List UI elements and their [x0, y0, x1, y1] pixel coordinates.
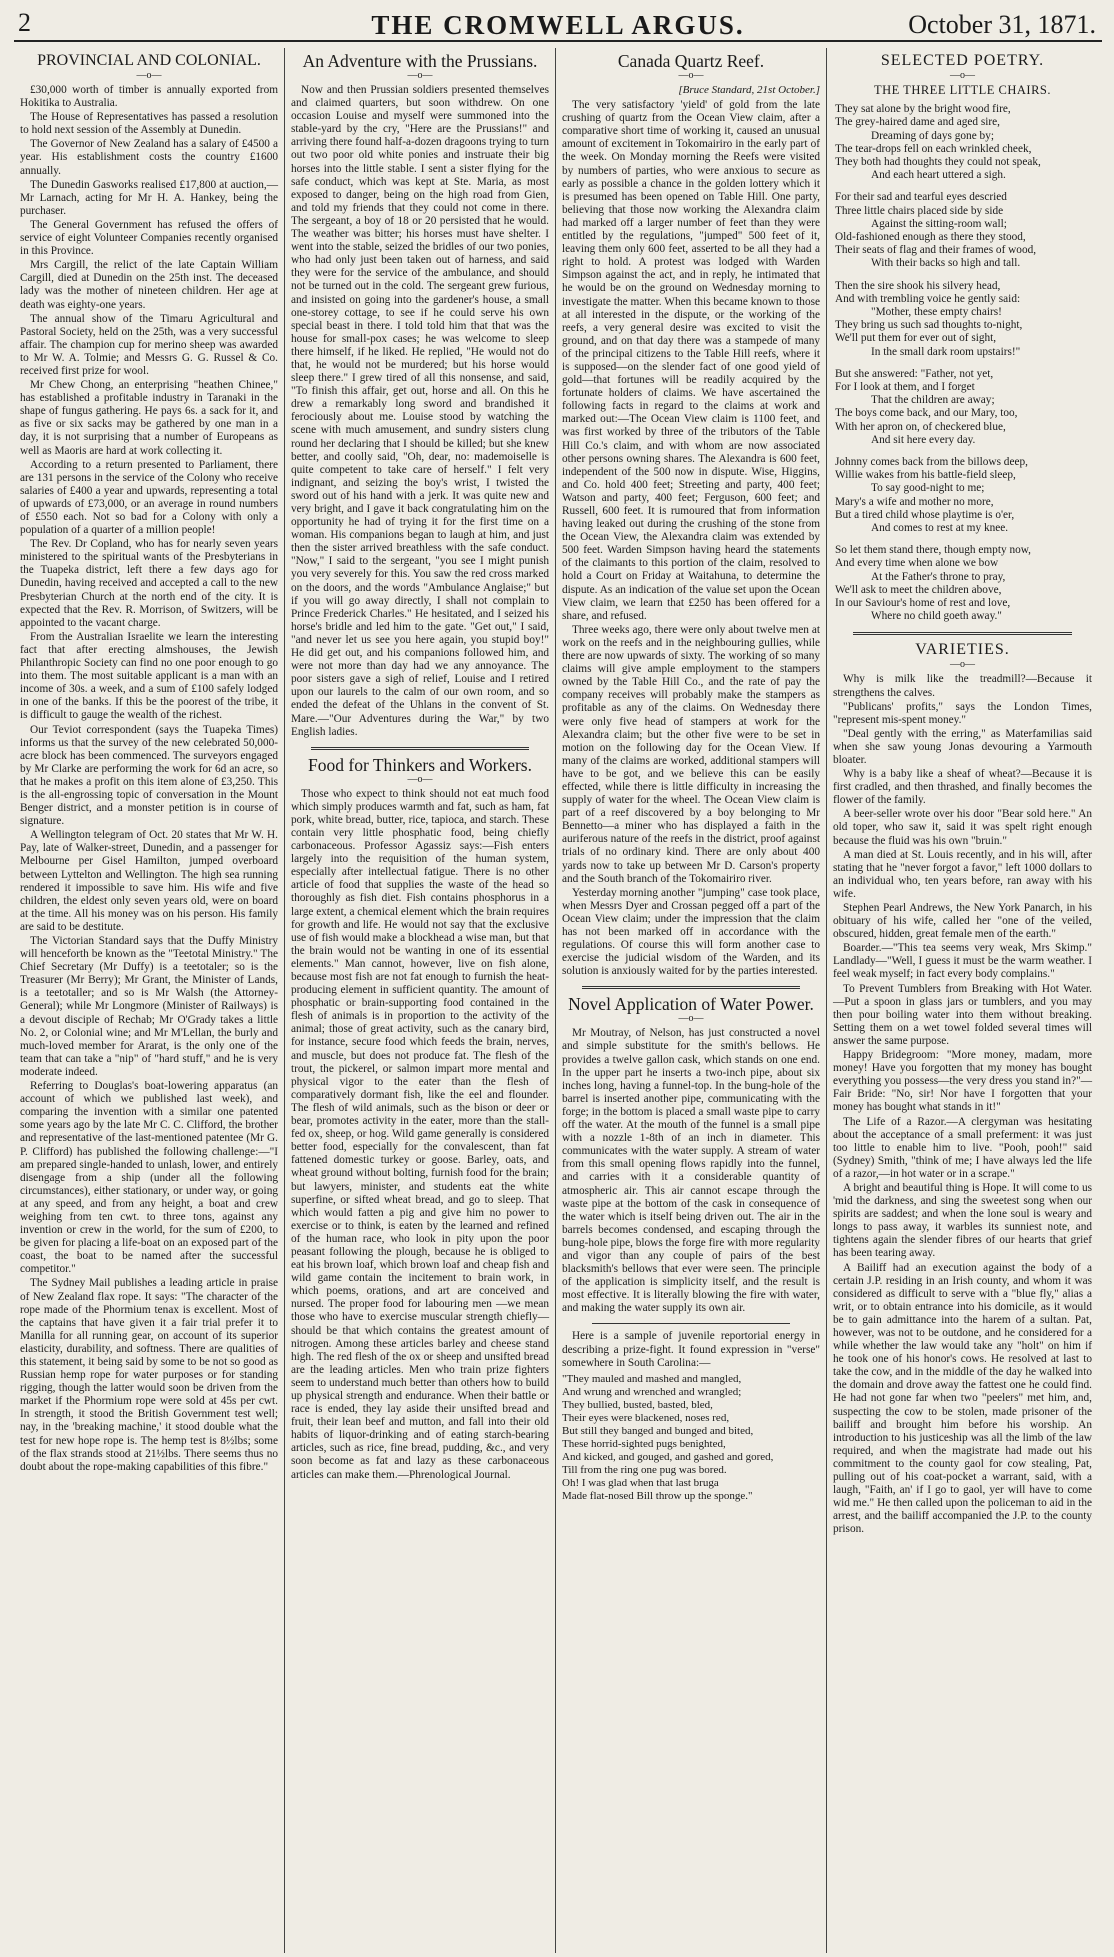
paragraph: A Bailiff had an execution against the body of a certain J.P. residing in an Irish county, and whom it was considered as difficult to serve with a "blue fly," alias a writ, or to obtain entrance into his domicile, as it would be to gain admittance into the harem of a sultan. Pat, however, was not to be outdone, and he considered for a while whether the law would take any "holt" on him if he took one of his honor's cows. He resolved at last to take the cow, and in the middle of the day he walked into the domain and drove away the fattest one he could find. He had not gone far when two "peelers" met him, and, suspecting the cow to be stolen, made prisoner of the bailiff and brought him before his worship. An introduction to his justiceship was all the limb of the law required, and when the magistrate had made out his commitment to the county gaol for cow stealing, Pat, pulling out of his coat-pocket a warrant, said, with a laugh, "Faith, an' if I go to gaol, yer will have to come wid me." He then called upon the policeman to aid in the arrest, and the bailiff accompanied the J.P. to the county prison.	[833, 1261, 1092, 1536]
dateline: [Bruce Standard, 21st October.]	[678, 84, 820, 96]
paragraph: The Dunedin Gasworks realised £17,800 at auction,—Mr Larnach, acting for Mr H. A. Hankey, being the purchaser.	[20, 178, 278, 217]
poem-stanza	[835, 191, 1092, 270]
article-heading: Food for Thinkers and Workers.	[308, 754, 532, 775]
divider	[311, 747, 529, 750]
article-heading: Novel Application of Water Power.	[568, 994, 814, 1015]
poem-line: But a tired child whose playtime is o'er,	[835, 508, 1015, 521]
issue-date: October 31, 1871.	[908, 10, 1096, 39]
poem-line: The tear-drops fell on each wrinkled cheek,	[835, 142, 1032, 155]
column-provincial	[14, 48, 285, 1953]
poem-stanza	[835, 103, 1092, 182]
paragraph: The Sydney Mail publishes a leading article in praise of New Zealand flax rope. It says: "The character of the rope made of the Phormium tenax is excellent. Most of the captains that have given it a fair trial prefer it to Manilla for all running gear, on account of its superior elasticity, durability, and softness. There are qualities of this statement, it being said by some to be not so good as Russian hemp rope for water purposes or for standing rigging, though the latter would soon be driven from the market if the Phormium rope were sold at 45s per cwt. In strength, it stood the British Government test well; nay, in the 'breaking machine,' it stood double what the test for new hope rope is. The hemp test is 8½lbs; some of the flax strands stood at 21½lbs. There seems thus no doubt about the rope-making capabilities of this fibre."	[20, 1277, 278, 1473]
verse-line: These horrid-sighted pugs benighted,	[562, 1437, 726, 1450]
separator: —o—	[407, 70, 433, 81]
paragraph: The Rev. Dr Copland, who has for nearly seven years ministered to the spiritual wants of the Presbyterians in the Tuapeka district, left there a few days ago for Dunedin, having received and accepted a call to the new Presbyterian Church at the north end of the city. It is expected that the Rev. R. Morrison, of Switzers, will be appointed to the vacant charge.	[20, 538, 278, 629]
paragraph: A Wellington telegram of Oct. 20 states that Mr W. H. Pay, late of Walker-street, Dunedin, and a passenger for Melbourne per Gisel Hamilton, jumped overboard between Lyttelton and Wellington. The high sea running rendered it impossible to save him. His wife and five children, the eldest only seven years old, were on board at the time. All his money was on his person. His family are said to be destitute.	[20, 829, 278, 933]
paragraph: "Publicans' profits," says the London Times, "represent mis-spent money."	[833, 700, 1092, 726]
poem-line: For their sad and tearful eyes descried	[835, 191, 1007, 204]
section-heading: PROVINCIAL AND COLONIAL.	[37, 52, 261, 69]
article-heading: An Adventure with the Prussians.	[302, 51, 538, 71]
divider	[592, 1323, 790, 1324]
paragraph: According to a return presented to Parliament, there are 131 persons in the service of the Colony who receive salaries of £400 a year and upwards, representing a total of upwards of £73,000, or an average in round numbers of £550 each. Not so bad for a Colony with only a population of a quarter of a million people!	[20, 458, 278, 537]
poem-line: They bring us such sad thoughts to-night,	[835, 319, 1023, 332]
poem-line: And every time when alone we bow	[835, 557, 999, 570]
poem-line: And comes to rest at my knee.	[871, 521, 1009, 534]
poem-line: Three little chairs placed side by side	[835, 204, 1004, 217]
paragraph: To Prevent Tumblers from Breaking with Hot Water.—Put a spoon in glass jars or tumblers, and you may then pour boiling water into them without breaking. Setting them on a wet towel folded several times will answer the same purpose.	[833, 982, 1092, 1047]
poem-line: In the small dark room upstairs!"	[871, 345, 1021, 358]
column-adventure	[285, 48, 556, 1953]
paragraph: Yesterday morning another "jumping" case took place, when Messrs Dyer and Crossan pegged off a part of the Ocean View claim; under the impression that the claim has not been marked off in accordance with the regulations. Of course this will form another case to exercise the judicial wisdom of the Warden, and its solution is anxiously waited for by the parties interested.	[562, 886, 820, 978]
verse-line: They bullied, busted, basted, bled,	[562, 1398, 713, 1411]
poem-line: We'll put them for ever out of sight,	[835, 332, 997, 345]
poem-line: So let them stand there, though empty now,	[835, 544, 1031, 557]
poem-stanza	[835, 368, 1092, 447]
verse-line: Till from the ring one pug was bored.	[562, 1463, 727, 1476]
poem-line: Their seats of flag and their frames of wood,	[835, 244, 1037, 257]
paragraph: A bright and beautiful thing is Hope. It will come to us 'mid the darkness, and sing the sweetest song when our spirits are saddest; and when the lone soul is weary and longs to pass away, it warbles its sunniest note, and tightens again the slender fibres of our hearts that grief has been tearing away.	[833, 1181, 1092, 1260]
poem-line: At the Father's throne to pray,	[871, 570, 1006, 583]
poem-line: Johnny comes back from the billows deep,	[835, 455, 1028, 468]
masthead	[14, 6, 1102, 42]
verse-line: Oh! I was glad when that last bruga	[562, 1476, 719, 1489]
poem-line: We'll ask to meet the children above,	[835, 583, 1002, 596]
article-body	[291, 84, 549, 739]
paragraph: Happy Bridegroom: "More money, madam, more money! Have you forgotten that my money has bought everything you possess—the very dress you stand in?"—Fair Bride: "No, sir! Nor have I forgotten that your money has bought what stands in it!"	[833, 1049, 1092, 1114]
verse-line: And kicked, and gouged, and gashed and gored,	[562, 1450, 774, 1463]
paragraph: Mr Moutray, of Nelson, has just constructed a novel and simple substitute for the smith's bellows. He provides a twelve gallon cask, which stands on one end. In the upper part he inserts a two-inch pipe, about six inches long, having a funnel-top. In the bung-hole of the barrel is inserted another pipe, communicating with the forge; in the bottom is placed a small waste pipe to carry off the water. At the mouth of the funnel is a small pipe with a nozzle 1-8th of an inch in diameter. This communicates with the water supply. A stream of water from this small opening flows rapidly into the funnel, and carries with it a considerable quantity of atmospheric air. This air cannot escape through the waste pipe at the bottom of the cask in consequence of the water which is itself being driven out. The air in the barrels becomes condensed, and escaping through the bung-hole pipe, blows the forge fire with more regularity and vigor than any couple of pairs of the best blacksmith's bellows that ever were seen. The principle of the application is simplicity itself, and the result is most effective. It is literally blowing the fire with water, and making the water supply its own air.	[562, 1027, 820, 1315]
verse-line: But still they banged and bunged and bited,	[562, 1424, 754, 1437]
verse-line: Their eyes were blackened, noses red,	[562, 1411, 730, 1424]
poem-title: THE THREE LITTLE CHAIRS.	[873, 83, 1052, 97]
separator: —o—	[950, 659, 975, 671]
poem-line: And sit here every day.	[871, 433, 976, 446]
separator: —o—	[136, 70, 162, 81]
column-quartz	[556, 48, 827, 1953]
paragraph: The Governor of New Zealand has a salary of £4500 a year. His establishment costs the country £1600 annually.	[20, 138, 278, 177]
paragraph: Three weeks ago, there were only about twelve men at work on the reefs and in the neighbouring gullies, while there are now upwards of sixty. The working of so many claims will give ample employment to the stampers owned by the Table Hill Co., and the rate of pay the company receives will probably make the stampers as profitable as any of the claims. On Wednesday there were only five head of stampers at work for the Alexandra claim; but the other five were to be set in motion on the following day for the Ocean View. If many of the claims are worked, additional stampers will have to be got, and we believe this can be easily effected, while there is little difficulty in increasing the supply of water for the wheel. The Ocean View claim is part of a reef discovered by a boy belonging to Mr Bennetto—a miner who has displayed a faith in the auriferous nature of the reefs in the district, proof against trials of no ordinary kind. There are only about 400 yards now to take up between Mr D. Carson's property and the South branch of the Tokomairiro river.	[562, 623, 820, 885]
separator: —o—	[678, 70, 704, 81]
poem-line: To say good-night to me;	[871, 482, 985, 495]
paragraph: Boarder.—"This tea seems very weak, Mrs Skimp." Landlady—"Well, I guess it must be the warm weather. I feel weak myself; in fact every body complains."	[833, 942, 1092, 981]
section-heading: VARIETIES.	[915, 641, 1010, 659]
paragraph: A man died at St. Louis recently, and in his will, after stating that he "never forgot a favor," left 1000 dollars to an individual who, ten years before, ran away with his wife.	[833, 848, 1092, 900]
poem-line: And each heart uttered a sigh.	[871, 169, 1006, 182]
poem-line: The boys come back, and our Mary, too,	[835, 407, 1018, 420]
poem-stanza	[835, 280, 1092, 359]
paragraph: £30,000 worth of timber is annually exported from Hokitika to Australia.	[20, 84, 278, 110]
paragraph: The very satisfactory 'yield' of gold from the late crushing of quartz from the Ocean View claim, after a comparative short time of working it, caused an unusual amount of excitement in Tokomairiro in the early part of the week. On Monday morning the Reefs were visited by numbers of parties, who were anxious to secure as early as possible a chance in the golden lottery which it is presumed has been opened on Table Hill. One party, believing that those now working the Alexandra claim had marked off a larger number of feet than they were entitled by the regulations, "jumped" 500 feet of it, leaving them only 600 feet, asserted to be all they had a right to hold. A protest was lodged with Warden Simpson against the act, and in reply, he intimated that he would be on the ground on Wednesday morning to investigate the matter. When this became known to those at all interested in the dispute, or the working of the reefs, a very general desire was excited to visit the ground, and on that day there was a stampede of many of the principal citizens to the Table Hill reefs, where it is supposed—on the slender fact of one good yield of gold—that fortunes will be readily acquired by the fortunate holders of claims. We have ascertained the following facts in regard to the claims at work and marked out:—The Ocean View claim is 1100 feet, and was first worked by three of the tributors of the Table Hill Co.'s claim, and with whom are now associated other persons owning shares. The Alexandra is 600 feet, independent of the 500 now in dispute. Wise, Higgins, and Co. hold 400 feet; Streeting and party, 400 feet; Watson and party, 400 feet; Ferguson, 600 feet; and Russell, 600 feet. It is rumoured that from information having leaked out during the crushing of the stone from the Ocean View, the Alexandra claim was extended by 500 feet. Warden Simpson having heard the statements of the claimants to this portion of the claim, resolved to hold a Court on Friday at Waitahuna, to determine the dispute. As an indication of the value set upon the Ocean View claim, we learn that £250 has been offered for a share, and refused.	[562, 99, 820, 622]
poem-line: That the children are away;	[871, 394, 995, 407]
poem-stanza	[835, 456, 1092, 535]
page-number: 2	[18, 8, 31, 37]
paragraph: Our Teviot correspondent (says the Tuapeka Times) informs us that the survey of the new celebrated 50,000-acre block has been commenced. The surveyors engaged by Mr Clarke are performing the work for 6d an acre, so that he makes a profit on this item alone of £3,250. This is the all-engrossing topic of conversation in the Mount Benger district, and a monster petition is in course of signature.	[20, 723, 278, 828]
paragraph: The House of Representatives has passed a resolution to hold next session of the Assembly at Dunedin.	[20, 111, 278, 137]
paragraph: Stephen Pearl Andrews, the New York Panarch, in his obituary of his wife, called her "one of the veiled, obscured, hidden, great female men of the earth."	[833, 902, 1092, 941]
paragraph: Why is milk like the treadmill?—Because it strengthens the calves.	[833, 673, 1092, 699]
verse-line: And wrung and wrenched and wrangled;	[562, 1385, 742, 1398]
separator: —o—	[407, 773, 433, 785]
article-body	[562, 1027, 820, 1315]
poem-line: Where no child goeth away."	[871, 610, 1002, 623]
poem-line: Old-fashioned enough as there they stood,	[835, 230, 1026, 243]
poem-line: With her apron on, of checkered blue,	[835, 420, 1006, 433]
poem-line: Against the sitting-room wall;	[871, 217, 1007, 230]
poem-line: For I look at them, and I forget	[835, 380, 975, 393]
divider	[853, 632, 1072, 635]
poem-stanza	[835, 544, 1092, 623]
divider	[582, 986, 800, 989]
paragraph: Now and then Prussian soldiers presented themselves and claimed quarters, but soon withdrew. On one occasion Louise and myself were summoned into the stable-yard by the cry, "Here are the Prussians!" and arriving there found half-a-dozen dragoons trying to turn out two poor old white ponies and instruate their big horses into the little stable. I sent a sister flying for the safe conduct, which was kept at Ste. Maria, as most exposed to danger, being on the high road from Gien, and told my friends that they could not come in there. The sergeant, a boy of 18 or 20 persisted that he would. The weather was bitter; his horses must have shelter. I went into the stable, seized the bridles of our two ponies, who had only just been taken out of harness, and said they were for the service of the ambulance, and should not be turned out in the cold. The sergeant grew furious, and insisted on going into the gardener's house, a small one-storey cottage, to see if he could serve his own special beast in there. I told told him that that was the house for small-pox cases; he was welcome to sleep there himself, if he liked. He replied, "He would not do that, he would not be murdered; but his horse would sleep there." I grew tired of all this nonsense, and said, "To finish this affair, get out, horse and all. On this he drew a remarkably long sword and brandished it ferociously about me. Louise stood by watching the scene with much amusement, and sundry sisters clung round her declaring that I should be killed; but she knew better, and coolly said, "Oh, dear, no: mademoiselle is quite competent to take care of herself." I felt very indignant, and seizing the boy's wrist, I twisted the sword out of his hand with a jerk. It was quite new and very bright, and I gave it back congratulating him on the opportunity he had of trying it for the first time on a woman. His companions began to laugh at him, and just then the sister arrived breathless with the safe conduct. "Now," I said to the sergeant, "you see I might punish you very severely for this. You saw the red cross marked on the doors, and the words "Ambulance Anglaise;" but if you will go away directly, I shall not complain to Prince Frederick Charles." He hesitated, and I seized his horse's bridle and led him to the gate. "Get out," I said, "and never let us see you here again, you stupid boy!" He did get out, and his companions followed him, and were not more than day had we any annoyance. The poor sisters gave a sigh of relief, Louise and I retired upon our laurels to the calm of our own room, and so ended the defeat of the Uhlans in the convent of St. Mare.—"Our Adventures during the War," by two English ladies.	[291, 84, 549, 738]
poem-line: Willie wakes from his battle-field sleep,	[835, 469, 1016, 482]
article-heading: Canada Quartz Reef.	[617, 51, 765, 71]
column-poetry	[827, 48, 1098, 1953]
columns	[14, 48, 1102, 1953]
paragraph: Mrs Cargill, the relict of the late Captain William Cargill, died at Dunedin on the 25th inst. The deceased lady was the mother of nineteen children. Her age at death was eighty-one years.	[20, 259, 278, 311]
paragraph: Those who expect to think should not eat much food which simply produces warmth and fat, such as ham, fat pork, white bread, butter, rice, tapioca, and starch. These contain very little phosphatic food, being chiefly carbonaceous. Professor Agassiz says:—Fish enters largely into the requisition of the human system, especially after intellectual fatigue. There is no other article of food that supplies the waste of the head so thoroughly as fish diet. Fish contains phosphorus in a large extent, a chemical element which the brain requires for growth and life. He would not say that the exclusive use of fish would make a blockhead a wise man, but that the brain would not be wanting in one of its essential elements." Man cannot, however, live on fish alone, because most fish are not fat enough to furnish the heat-producing element in sufficient quantity. The amount of phosphatic or brain-supporting food contained in the flesh of animals is in proportion to the activity of the animal; those of great activity, such as the canary bird, for instance, secure food which feeds the brain, nerves, and muscle, but does not produce fat. The flesh of the trout, the pickerel, or salmon impart more mental and physical vigor to the eater than the flesh of comparatively dormant fish, like the eel and flounder. The flesh of wild animals, such as the bison or deer or bear, promotes activity in the eater, more than the stall-fed ox, sheep, or hog. Wild game generally is considered better food, especially for the convalescent, than fat fattened domestic turkey or goose. Barley, oats, and wheat ground without bolting, furnish food for the brain; but lawyers, minister, and students eat the white superfine, or sifted wheat bread, and go to sleep. That which would fatten a pig and give him no power to exercise or to think, is eaten by the learned and refined of the human race, who look in pity upon the poor peasant following the plough, because he is obliged to eat his brown loaf, which brown loaf and cheap fish and wild game contain the incitement to brain work, in which poems, orations, and art are conceived and nursed. The proper food for labouring men —we mean those who have to exercise muscular strength chiefly—should be that which contains the greatest amount of nitrogen. Among these articles barley and cheese stand high. The red flesh of the ox or sheep and unsifted bread are the leading articles. Men who train prize fighters seem to understand much better than others how to build up physical strength and endurance. When their battle or race is ended, they lay aside their unsifted bread and fruit, their lean beef and mutton, and fall into their old habits of liquor-drinking and of eating starch-bearing articles, such as rice, fine bread, pudding, &c., and very soon become as fat and lazy as these carbonaceous articles can make them.—Phrenological Journal.	[291, 787, 549, 1481]
article-body	[291, 788, 549, 1482]
verse-line: Made flat-nosed Bill throw up the sponge."	[562, 1489, 753, 1502]
newspaper-title: THE CROMWELL ARGUS.	[371, 10, 745, 40]
poem-line: The grey-haired dame and aged sire,	[835, 116, 1000, 129]
poem-line: With their backs so high and tall.	[871, 257, 1021, 270]
verse-intro: Here is a sample of juvenile reportorial energy in describing a prize-fight. It found expression in "verse" somewhere in South Carolina:—	[562, 1330, 820, 1369]
paragraph: The General Government has refused the offers of service of eight Volunteer Companies recently organised in this Province.	[20, 218, 278, 258]
verse-line: "They mauled and mashed and mangled,	[562, 1372, 742, 1385]
paragraph: The Victorian Standard says that the Duffy Ministry will henceforth be known as the "Teetotal Ministry." The Chief Secretary (Mr Duffy) is a teetotaler; so is the Treasurer (Mr Berry); Mr Grant, the Minister of Lands, is a teetotaller; and so is Mr Walsh (the Attorney-General); while Mr Longmore (Minister of Railways) is a devout disciple of Rechab; Mr O'Grady takes a little No. 2, or Colonial wine; and Mr M'Lellan, the burly and much-loved member for Ararat, is the only one of the team that can take a "nip" of "hard stuff," and he is very moderate indeed.	[20, 935, 278, 1078]
poem	[833, 103, 1092, 623]
paragraph: A beer-seller wrote over his door "Bear sold here." An old toper, who saw it, said it was spelt right enough because the fluid was his own "bruin."	[833, 808, 1092, 847]
poem-line: Mary's a wife and mother no more,	[835, 495, 994, 508]
poem-line: They both had thoughts they could not speak,	[835, 155, 1041, 168]
paragraph: The Life of a Razor.—A clergyman was hesitating about the acceptance of a small preferment: it was just too little to enable him to live. "Pooh, pooh!" said (Sydney) Smith, "think of me; I have always led the life of a razor,—in hot water or in a scrape."	[833, 1115, 1092, 1180]
poem-line: They sat alone by the bright wood fire,	[835, 103, 1011, 116]
paragraph: The annual show of the Timaru Agricultural and Pastoral Society, held on the 25th, was a very successful affair. The champion cup for merino sheep was awarded to Mr W. A. Tolmie; and Messrs G. G. Russel & Co. received first prize for wool.	[20, 312, 278, 377]
separator: —o—	[950, 70, 975, 81]
verse	[562, 1373, 820, 1503]
article-body	[20, 84, 278, 1474]
poem-line: "Mother, these empty chairs!	[871, 305, 1002, 318]
poem-line: And with trembling voice he gently said:	[835, 292, 1021, 305]
paragraph: Mr Chew Chong, an enterprising "heathen Chinee," has established a profitable industry in Taranaki in the shape of fungus gathering. He pays 6s. a sack for it, and as five or six sacks may be gathered by one man in a day, it is not surprising that a number of Europeans as well as Maoris are hard at work collecting it.	[20, 379, 278, 457]
article-body	[833, 673, 1092, 1536]
poem-line: Then the sire shook his silvery head,	[835, 279, 1001, 292]
section-heading: SELECTED POETRY.	[880, 52, 1045, 69]
paragraph: "Deal gently with the erring," as Materfamilias said when she saw young Jonas devouring a Yarmouth bloater.	[833, 727, 1092, 766]
article-body	[562, 99, 820, 978]
separator: —o—	[678, 1013, 704, 1025]
poem-line: But she answered: "Father, not yet,	[835, 367, 994, 380]
poem-line: Dreaming of days gone by;	[871, 129, 994, 142]
paragraph: From the Australian Israelite we learn the interesting fact that after erecting almshouses, the Jewish Philanthropic Society can find no one poor enough to go into them. The most suitable applicant is a man with an income of 30s. a week, and a sum of £100 safely lodged in one of the banks. If this be the poorest of the tribe, it is difficult to gauge the wealth of the richest.	[20, 630, 278, 722]
paragraph: Why is a baby like a sheaf of wheat?—Because it is first cradled, and then thrashed, and finally becomes the flower of the family.	[833, 768, 1092, 807]
poem-line: In our Saviour's home of rest and love,	[835, 597, 1011, 609]
paragraph: Referring to Douglas's boat-lowering apparatus (an account of which we published last week), and comparing the invention with a similar one patented some years ago by the late Mr C. C. Clifford, the brother and representative of the last-mentioned patentee (Mr G. P. Clifford) has published the following challenge:—"I am prepared single-handed to unlash, lower, and entirely disengage from a ship (under all the following circumstances), either stationary, or under way, or going at any speed, and from any height, a boat and crew weighing from ten cwt. to three tons, against any invention or crew in the world, for the sum of £200, to be given for placing a life-boat on an exposed part of the coast, the boat to be named after the successful competitor."	[20, 1080, 278, 1276]
